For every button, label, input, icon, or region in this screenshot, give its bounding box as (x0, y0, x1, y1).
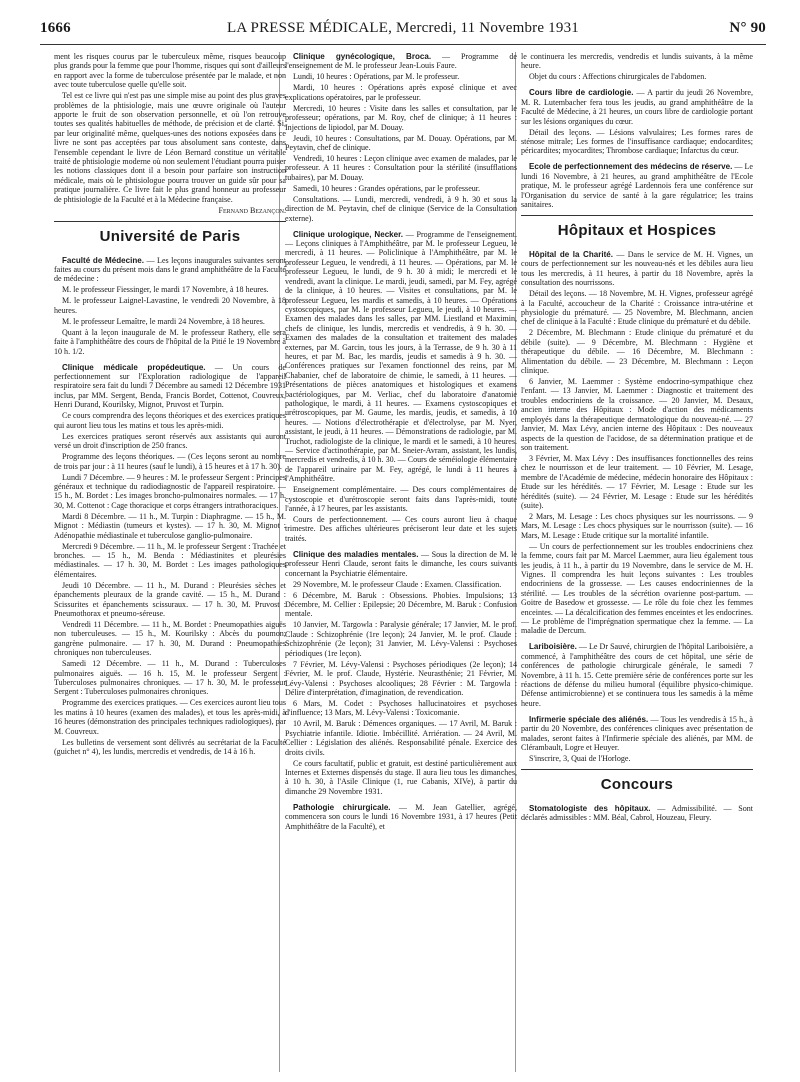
list-item: M. le professeur Fiessinger, le mardi 17 Novembre, à 18 heures. (62, 285, 269, 295)
paragraph: Jeudi 10 Décembre. — 11 h., M. Durand : Pleurésies sèches et épanchements pleuraux de la grande cavité. — 15 h., M. Durand : Scissurites et épanchements scissuraux. — 17 h. 30, M. Pruvost : Pneumothorax et pneumo-séreuse. (54, 580, 286, 618)
notice-heading: Stomatologiste des hôpitaux. (529, 804, 651, 814)
notice-heading: Clinique médicale propédeutique. (62, 362, 206, 372)
page-number: 1666 (40, 20, 71, 36)
notice-infirmerie (521, 715, 753, 753)
paragraph: Samedi, 10 heures : Grandes opérations, par le professeur. (293, 183, 481, 193)
notice-heading: Faculté de Médecine. (62, 255, 144, 265)
notice-maladies-mentales (285, 550, 517, 578)
notice-text: — Admissibilité. — Sont déclarés admissibles : MM. Béal, Cabrol, Houzeau, Fleury. (521, 804, 753, 823)
notice-clinique-medicale (54, 363, 286, 410)
notice-cardiologie (521, 88, 753, 126)
list-item: 10 Janvier, M. Targowla : Paralysie générale; 17 Janvier, M. le prof. Claude : Schizophrénie (1re leçon); 24 Janvier, M. le prof. Claude : Schizophrénie (2e leçon); 31 Janvier, M. Lévy-Valensi : Psychoses périodiques (1re leçon). (285, 620, 517, 658)
paragraph: 2 Mars, M. Lesage : Les chocs physiques sur les nourrissons. — 9 Mars, M. Lesage : Les chocs physiques sur le nourrisson (suite). — 16 Mars, M. Lesage : Etude critique sur la mortalité infantile. (521, 511, 753, 540)
section-title-concours: Concours (600, 776, 674, 794)
list-item: 29 Novembre, M. le professeur Claude : Examen. Classification. (293, 579, 502, 589)
section-title-hopitaux: Hôpitaux et Hospices (557, 222, 717, 240)
paragraph: Mardi, 10 heures : Opérations après exposé clinique et avec explications opératoires, par le professeur. (285, 83, 517, 102)
paragraph: Cours de perfectionnement. — Ces cours auront lieu à chaque trimestre. Des affiches ultérieures préciseront leur date et les sujets traités. (285, 515, 517, 543)
notice-heading: Clinique gynécologique, Broca. (293, 52, 432, 61)
notice-text: — Le lundi 16 Novembre, à 21 heures, au grand amphithéâtre de l'Ecole pratique, M. le professeur agrégé Lardennois fera une conférence sur l'Organisation du service de santé à la gare régulatrice; les trains sanitaires. (521, 162, 753, 210)
paragraph: Programme des leçons théoriques. — (Ces leçons seront au nombre de trois par jour : à 11 heures (sauf le lundi), à 15 heures et à 17 h. 30). (54, 452, 286, 471)
page-header (40, 20, 766, 42)
author-signature: Fernand Bezançon. (218, 205, 286, 215)
paragraph: Vendredi, 10 heures : Leçon clinique avec examen de malades, par le professeur. A 11 heures : Consultation pour la stérilité (insufflations tubaires), par M. Douay. (285, 154, 517, 182)
paragraph: S'inscrire, 3, Quai de l'Horloge. (529, 754, 631, 764)
column-1 (54, 52, 286, 1072)
list-item: M. le professeur Laignel-Lavastine, le vendredi 20 Novembre, à 18 heures. (54, 296, 286, 315)
section-rule (521, 769, 753, 770)
notice-concours (521, 804, 753, 823)
notice-ecole (521, 162, 753, 209)
paragraph: Objet du cours : Affections chirurgicales de l'abdomen. (529, 72, 707, 82)
paragraph: Ce cours facultatif, public et gratuit, est destiné particulièrement aux Internes et Externes dispensés du stage. Il aura lieu tous les dimanches, à 10 h. 30, à l'Asile Clinique (1, rue Cabanis, XIVe), à partir du dimanche 29 Novembre 1931. (285, 758, 517, 796)
paragraph: Mercredi 9 Décembre. — 11 h., M. le professeur Sergent : Trachée et bronches. — 15 h., M. Benda : Médiastinites et pleurésies médiastinales. — 17 h. 30, M. Bordet : Les images pathologiques élémentaires. (54, 541, 286, 579)
paragraph: — Un cours de perfectionnement sur les troubles endocriniens chez la femme, cours fait par M. Marcel Laemmer, aura lieu également tous les jeudis, à 11 h., à partir du 19 Novembre, dans le service de M. H. Vignes. Il comprendra les huit leçons suivantes : Les troubles endocriniens de la grossesse. — Les causes endocriniennes de la stérilité. — Les troubles de la sécrétion ovarienne post-partum. — Goitre de Basedow et grossesse. — Le rôle du foie chez les femmes enceintes. — La décalcification des femmes enceintes et les endocrines. — Le problème de l'imprégnation spermatique chez la femme. — La maladie de Dercum. (521, 541, 753, 636)
list-item: 7 Février, M. Lévy-Valensi : Psychoses périodiques (2e leçon); 14 Février, M. le prof. Claude, Hystérie. Neurasthénie; 21 Février, M. Lévy-Valensi : Psychoses alcooliques; 28 Février : M. Targowla : Délire d'interprétation, d'imagination, de revendication. (285, 659, 517, 697)
paragraph: Les exercices pratiques seront réservés aux assistants qui auront versé un droit d'inscription de 250 francs. (54, 431, 286, 451)
paragraph: le continuera les mercredis, vendredis et lundis suivants, à la même heure. (521, 52, 753, 71)
list-item: Quant à la leçon inaugurale de M. le professeur Rathery, elle sera faite à l'amphithéâtre des cours de l'hôpital de la Pitié le 19 Novembre à 10 h. 1/2. (54, 327, 286, 356)
notice-heading: Clinique des maladies mentales. (293, 549, 419, 559)
issue-number: N° 90 (729, 20, 766, 36)
notice-faculte (54, 256, 286, 284)
section-rule (521, 215, 753, 216)
paragraph: Lundi, 10 heures : Opérations, par M. le professeur. (293, 72, 460, 82)
section-title-universite: Université de Paris (99, 228, 241, 246)
notice-text: — A partir du jeudi 26 Novembre, M. R. Lutembacher fera tous les jeudis, au grand amphithéâtre de la Faculté de Médecine, à 21 heures, un cours libre de cardiologie portant sur les lésions organiques du cœur. (521, 88, 753, 126)
notice-lariboisiere (521, 642, 753, 708)
paragraph: Les bulletins de versement sont délivrés au secrétariat de la Faculté (guichet n° 4), les lundis, mercredis et vendredis, de 14 à 16 h. (54, 737, 286, 757)
paragraph: Programme des exercices pratiques. — Ces exercices auront lieu tous les matins à 10 heures (examen des malades), et tous les après-midi, à 16 heures (démonstration des principales techniques radiologiques), par M. Couvreux. (54, 698, 286, 736)
paragraph: Consultations. — Lundi, mercredi, vendredi, à 9 h. 30 et sous la direction de M. Peytavin, chef de clinique (Service de la Consultation externe). (285, 194, 517, 223)
paragraph: Mercredi, 10 heures : Visite dans les salles et consultation, par le professeur; opérations, par M. Roy, chef de clinique; à 11 heures : Injections de lipiodol, par M. Douay. (285, 103, 517, 132)
header-rule (40, 44, 766, 45)
notice-urologique (285, 230, 517, 484)
notice-heading: Lariboisière. (529, 642, 577, 652)
notice-text: — Sous la direction de M. le professeur Henri Claude, seront faits le dimanche, les cours suivants concernant la Psychiatrie élémentaire. (285, 549, 517, 578)
notice-text: — M. Jean Gatellier, agrégé, commencera son cours le lundi 16 Novembre 1931, à 17 heures (Petit Amphithéâtre de la Faculté), et (285, 802, 517, 831)
notice-text: — Un cours de perfectionnement sur l'Exploration radiologique de l'appareil respiratoire sera fait du lundi 7 Décembre au samedi 12 Décembre 1931 inclus, par MM. Sergent, Benda, Francis Bordet, Cottenot, Couvreux, Henri Durand, Kourilsky, Mignot, Pruvost et Turpin. (54, 362, 286, 410)
notice-text: — Le Dr Sauvé, chirurgien de l'hôpital Lariboisière, a commencé, à l'amphithéâtre des cours de cet hôpital, une série de conférences de pathologie chirurgicale générale, le samedi 7 Novembre, à 11 h. 15. Cette première série de conférences porte sur les réactions de défense du milieu humoral (équilibre physico-chimique. Défense antimicrobienne) et se continuera tous les samedis à la même heure. (521, 642, 753, 708)
paragraph: 2 Décembre, M. Blechmann : Etude clinique du prématuré et du débile (suite). — 9 Décembre, M. Blechmann : Hygiène et thérapeutique du débile. — 16 Décembre, M. Blechmann : Alimentation du débile. — 23 Décembre, M. Blechmann : Leçon clinique. (521, 328, 753, 376)
notice-pathologie (285, 803, 517, 831)
paragraph: Détail des leçons. — Lésions valvulaires; Les formes rares de sténose mitrale; Les formes de l'insuffisance cardiaque; endocardites; péricardites; myocardites; Thrombose cardiaque; Infarctus du cœur. (521, 127, 753, 156)
notice-heading: Cours libre de cardiologie. (529, 88, 634, 98)
column-3 (521, 52, 753, 1072)
paragraph: Enseignement complémentaire. — Des cours complémentaires de cystoscopie et d'urétroscopie seront faits dans l'après-midi, toute l'année, à 17 heures, par les assistants. (285, 485, 517, 514)
list-item: 6 Mars, M. Codet : Psychoses hallucinatoires et psychoses d'influence; 13 Mars, M. Lévy-Valensi : Toxicomanie. (285, 698, 517, 718)
notice-heading: Ecole de perfectionnement des médecins de réserve. (529, 162, 733, 172)
paragraph: Vendredi 11 Décembre. — 11 h., M. Bordet : Pneumopathies aiguës non tuberculeuses. — 15 h., M. Kourilsky : Abcès du poumon; gangrène pulmonaire. — 17 h. 30, M. Durand : Pneumopathies chroniques non tuberculeuses. (54, 619, 286, 658)
notice-text: — Programme de l'enseignement. — Leçons cliniques à l'Amphithéâtre, par M. le professeur Legueu, le mercredi, à 11 heures. — Policlinique à l'Amphithéâtre, par M. le professeur Legueu, le vendredi, à 11 heures. — Opérations, par M. le professeur Legueu, le lundi, de 9 h. 30 à midi; le mercredi et le vendredi, avant la clinique. Le mardi, jeudi, samedi, par M. Fey, agrégé de la clinique, à 10 heures. — Visites et consultations, par M. le professeur Legueu, les mardis et samedis, à 10 heures. — Opérations cystoscopiques, par M. le professeur Legueu, le jeudi, à 10 heures. — Examen des malades dans les salles, par MM. Liestland et Maximin, chefs de clinique, les lundis, mercredis et vendredis, à 9 h. 30. — Examen des malades de la consultation et traitement des malades externes, par M. Garcin, tous les jours, à la Terrasse, de 9 h. 30 à 11 heures, et par M. Bac, les mardis, jeudis et samedis à 9 h. 30. — Conférences pratiques sur l'examen fonctionnel des reins, par M. Chabanier, chef de laboratoire de chimie, le samedi, à 11 heures. — Présentations de pièces anatomiques et histologiques et examens bactériologiques, par M. Verliac, chef du laboratoire d'anatomie pathologique, le mardi, à 11 heures. — Examens cystoscopiques et urétroscopiques, par M. Gaume, les mardis, jeudis, et samedis, à 10 heures. — Notions d'électrothérapie et d'électrolyse, par M. Nyer, assistant, le jeudi, à 11 heures. — Démonstrations de radiologie, par M. Truchot, radiologiste de la clinique, le mardi et le samedi, à 10 heures. — Service d'actinothérapie, par M. Sneier-Avram, assistant, les lundis, mercredis et vendredis, à 10 h. 30. — Cours de séméiologie élémentaire de l'appareil urinaire par M. Fey, agrégé, le lundi à 11 heures à l'Amphithéâtre. (285, 229, 517, 484)
notice-heading: Infirmerie spéciale des aliénés. (529, 714, 649, 724)
notice-heading: Clinique urologique, Necker. (293, 229, 404, 239)
notice-heading: Hôpital de la Charité. (529, 250, 614, 260)
paragraph: Lundi 7 Décembre. — 9 heures : M. le professeur Sergent : Principes généraux et technique du radiodiagnostic de l'appareil respiratoire. — 15 h., M. Bordet : Les images broncho-pulmonaires normales. — 17 h. 30, M. Cottenot : Cage thoracique et corps étrangers intrathoraciques. (54, 472, 286, 510)
paragraph: ment les risques courus par le tuberculeux même, risques beaucoup plus grands pour la femme que pour l'homme, risques qui sont d'ailleurs en rapport avec la forme de tuberculose présentée par le malade, et non avec toute tuberculose quelle qu'elle soit. (54, 52, 286, 90)
section-rule (54, 221, 286, 222)
notice-heading: Pathologie chirurgicale. (293, 802, 391, 812)
paragraph: Mardi 8 Décembre. — 11 h., M. Turpin : Diaphragme. — 15 h., M. Mignot : Médiastin (tumeurs et kystes). — 17 h. 30, M. Mignot : Adénopathie médiastinale et tuberculose ganglio-pulmonaire. (54, 511, 286, 540)
paragraph: Détail des leçons. — 18 Novembre, M. H. Vignes, professeur agrégé à la Faculté, accoucheur de la Charité : Croissance intra-utérine et physiologie du prématuré. — 25 Novembre, M. Blechmann, ancien chef de clinique à la Faculté : Etude clinique du prématuré et du débile. (521, 289, 753, 327)
list-item: 10 Avril, M. Baruk : Démences organiques. — 17 Avril, M. Baruk : Psychiatrie infantile. Idiotie. Imbécillité. Arriération. — 24 Avril, M. Cellier : Législation des aliénés. Responsabilité pénale. Exercice des droits civils. (285, 719, 517, 757)
notice-text: — Programme de l'enseignement de M. le professeur Jean-Louis Faure. (285, 52, 517, 71)
list-item: M. le professeur Lemaître, le mardi 24 Novembre, à 18 heures. (62, 316, 265, 326)
notice-text: — Tous les vendredis à 15 h., à partir du 20 Novembre, des conférences cliniques avec présentation de malades, seront faites à l'Infirmerie spéciale des aliénés, par MM. de Clérambault, Logre et Heuyer. (521, 714, 753, 753)
notice-charite (521, 250, 753, 288)
paragraph: 3 Février, M. Max Lévy : Des insuffisances fonctionnelles des reins chez le nourrisson et de leur traitement. — 10 Février, M. Lesage, membre de l'Académie de médecine, médecin honoraire des Hôpitaux : Etude sur les hérédités. — 17 Février, M. Lesage : Etude sur les hérédités (suite). — 24 Février, M. Lesage : Etude sur les hérédités (suite). (521, 453, 753, 510)
column-2 (285, 52, 517, 1072)
notice-text: — Les leçons inaugurales suivantes seront faites au cours du présent mois dans le grand amphithéâtre de la Faculté de médecine : (54, 255, 286, 284)
paragraph: Ce cours comprendra des leçons théoriques et des exercices pratiques qui auront lieu tous les matins et tous les après-midi. (54, 411, 286, 430)
notice-gynecologique (285, 52, 517, 71)
paragraph: Samedi 12 Décembre. — 11 h., M. Durand : Tuberculoses pulmonaires aiguës. — 16 h. 15, M. le professeur Sergent : Tuberculoses pulmonaires chroniques. — 17 h. 30, M. le professeur Sergent : Tuberculoses pulmonaires chroniques. (54, 659, 286, 697)
journal-title: LA PRESSE MÉDICALE, Mercredi, 11 Novembre 1931 (227, 20, 579, 36)
paragraph: Jeudi, 10 heures : Consultations, par M. Douay. Opérations, par M. Peytavin, chef de clinique. (285, 133, 517, 153)
notice-text: — Dans le service de M. H. Vignes, un cours de perfectionnement sur les nouveau-nés et les débiles aura lieu tous les mercredis, à 11 heures, à partir du 18 Novembre, après la consultation des nourrissons. (521, 250, 753, 288)
paragraph: 6 Janvier, M. Laemmer : Système endocrino-sympathique chez l'enfant. — 13 Janvier, M. Laemmer : Diagnostic et traitement des troubles endocriniens de la croissance. — 20 Janvier, M. Desaux, ancien interne des Hôpitaux : Mode d'action des médicaments employés dans la thérapeutique dermatologique du nouveau-né. — 27 Janvier, M. Max Lévy, ancien interne des Hôpitaux : Des nouveaux aspects de la question de l'acidose, de sa détermination pratique et de son traitement. (521, 377, 753, 452)
paragraph: Tel est ce livre qui n'est pas une simple mise au point des plus graves problèmes de la phtisiologie, mais une œuvre originale où l'auteur apporte le fruit de son observation personnelle, et où l'on retrouve toutes ses qualités habituelles de méthode, de précision et de clarté. Si, par leur originalité même, quelques-unes des notions exposées dans ce livre ne sont pas acceptées par tous absolument sans conteste, dans l'ensemble cependant le livre de Léon Bernard constitue un véritable traité de phtisiologie moderne où non seulement l'étudiant pourra puiser les notions classiques dont il a besoin pour parfaire son instruction médicale, mais où le phtisiologue pourra trouver un guide sûr pour sa pratique journalière. Ce livre fait le plus grand honneur au professeur de phtisiologie de la Faculté et à la Médecine française. (54, 91, 286, 204)
list-item: 6 Décembre, M. Baruk : Obsessions. Phobies. Impulsions; 13 Décembre, M. Cellier : Epilepsie; 20 Décembre, M. Baruk : Confusion mentale. (285, 590, 517, 619)
